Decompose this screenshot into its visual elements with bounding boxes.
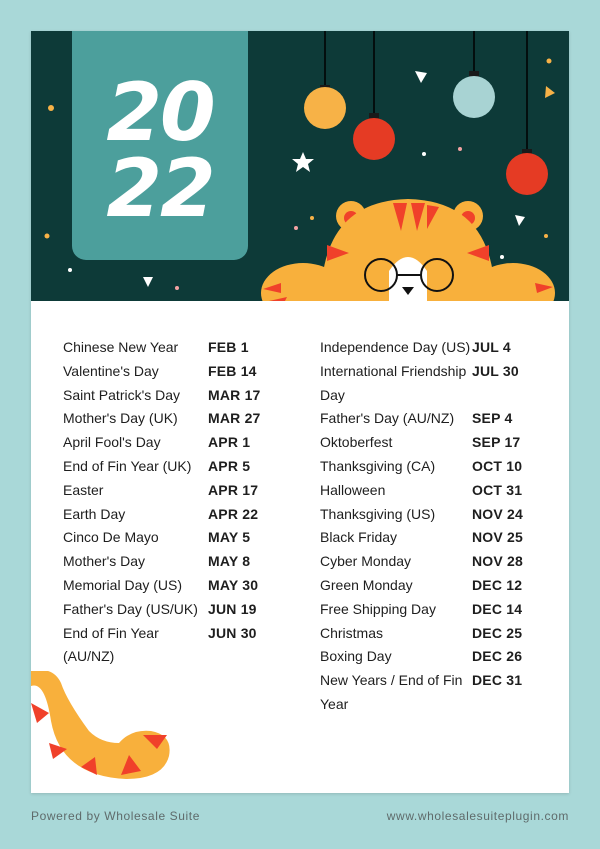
holiday-name: Father's Day (US/UK): [63, 600, 198, 617]
holiday-row: [320, 455, 523, 479]
holiday-row: [63, 598, 261, 622]
confetti-star: [292, 152, 314, 172]
confetti-triangle: [545, 86, 555, 98]
holiday-row: [320, 574, 523, 598]
holiday-list-right: [320, 336, 523, 717]
confetti-triangle: [143, 277, 153, 287]
holiday-name: Free Shipping Day: [320, 600, 436, 617]
footer-website: www.wholesalesuiteplugin.com: [386, 809, 569, 823]
confetti-dot: [422, 152, 426, 156]
holiday-row: [320, 360, 523, 408]
holiday-row: [63, 407, 261, 431]
hero-illustration: [31, 31, 569, 301]
holiday-name: April Fool's Day: [63, 434, 161, 451]
holiday-name: Oktoberfest: [320, 434, 393, 451]
holiday-row: [63, 622, 261, 670]
holiday-date: MAR 27: [208, 410, 261, 427]
holiday-row: [63, 360, 261, 384]
holiday-name: End of Fin Year (AU/NZ): [63, 624, 159, 665]
holiday-row: [63, 336, 261, 360]
holiday-name: Christmas: [320, 624, 384, 641]
holiday-row: [63, 431, 261, 455]
holiday-name: Halloween: [320, 481, 386, 498]
hero-graphics: [31, 31, 569, 301]
holiday-name: Cyber Monday: [320, 553, 412, 570]
holiday-row: [320, 479, 523, 503]
holiday-date: DEC 25: [472, 624, 523, 641]
ornament-red: [506, 153, 548, 195]
holiday-date: JUL 4: [472, 339, 511, 355]
holiday-name: Easter: [63, 481, 104, 498]
holiday-row: [320, 503, 523, 527]
holiday-row: [320, 645, 523, 669]
confetti-dot: [48, 105, 54, 111]
confetti-dot: [175, 286, 179, 290]
confetti-dot: [458, 147, 462, 151]
holiday-name: Saint Patrick's Day: [63, 386, 181, 403]
holiday-date: SEP 4: [472, 410, 513, 427]
holiday-name: New Years / End of Fin Year: [320, 672, 463, 712]
tiger-illustration: [261, 199, 555, 301]
holiday-row: [63, 574, 261, 598]
confetti-dot: [294, 226, 298, 230]
footer-credit: Powered by Wholesale Suite: [31, 809, 201, 823]
holiday-date: OCT 10: [472, 457, 523, 474]
holiday-row: [320, 526, 523, 550]
confetti-dot: [45, 234, 50, 239]
holiday-name: Boxing Day: [320, 648, 392, 665]
holiday-name: Father's Day (AU/NZ): [320, 410, 455, 427]
holiday-row: [320, 598, 523, 622]
holiday-row: [63, 503, 261, 527]
holiday-name: Green Monday: [320, 576, 413, 593]
holiday-name: End of Fin Year (UK): [63, 457, 192, 474]
holiday-row: [63, 526, 261, 550]
holiday-name: Valentine's Day: [63, 362, 159, 379]
holiday-name: Earth Day: [63, 505, 126, 522]
holiday-date: APR 22: [208, 505, 259, 522]
holiday-row: [320, 407, 523, 431]
holiday-row: [63, 479, 261, 503]
holiday-name: International Friendship Day: [320, 362, 467, 403]
holiday-row: [320, 431, 523, 455]
ornament-red: [353, 118, 395, 160]
holiday-name: Mother's Day (UK): [63, 410, 178, 427]
holiday-date: DEC 12: [472, 576, 523, 593]
holiday-name: Thanksgiving (CA): [320, 457, 436, 474]
holiday-date: NOV 25: [472, 529, 523, 546]
year-top: 20: [106, 66, 214, 159]
confetti-dot: [547, 59, 552, 64]
holiday-date: APR 1: [208, 434, 251, 451]
holiday-date: MAR 17: [208, 386, 261, 403]
holiday-date: JUN 19: [208, 600, 257, 617]
holiday-row: [63, 550, 261, 574]
confetti-dot: [310, 216, 314, 220]
holiday-date: DEC 26: [472, 648, 523, 665]
holiday-date: JUL 30: [472, 362, 519, 379]
holiday-name: Thanksgiving (US): [320, 505, 436, 522]
confetti-dot: [68, 268, 72, 272]
holiday-date: FEB 1: [208, 339, 249, 355]
confetti-triangle: [415, 71, 427, 83]
confetti-triangle: [515, 215, 525, 226]
holiday-date: FEB 14: [208, 362, 257, 379]
holiday-row: [63, 384, 261, 408]
holiday-date: MAY 30: [208, 576, 259, 593]
holiday-date: DEC 14: [472, 600, 523, 617]
tiger-tail: [31, 671, 181, 793]
holiday-row: [320, 336, 523, 360]
holiday-name: Memorial Day (US): [63, 576, 183, 593]
holiday-date: OCT 31: [472, 481, 523, 498]
holiday-date: NOV 24: [472, 505, 523, 522]
holiday-name: Mother's Day: [63, 553, 146, 570]
holiday-date: NOV 28: [472, 553, 523, 570]
poster-page: [31, 31, 569, 793]
holiday-row: [320, 669, 523, 717]
holiday-row: [63, 455, 261, 479]
holiday-name: Cinco De Mayo: [63, 529, 159, 546]
ornament-blue: [453, 76, 495, 118]
confetti-dot: [500, 255, 504, 259]
holiday-date: JUN 30: [208, 624, 257, 641]
holiday-list-left: [63, 336, 261, 669]
holiday-date: MAY 8: [208, 553, 251, 570]
ornament-orange: [304, 87, 346, 129]
holiday-date: MAY 5: [208, 529, 251, 546]
holiday-row: [320, 622, 523, 646]
confetti-dot: [544, 234, 548, 238]
holiday-name: Black Friday: [320, 529, 398, 546]
holiday-name: Chinese New Year: [63, 339, 179, 355]
holiday-date: APR 5: [208, 457, 251, 474]
year-bottom: 22: [106, 142, 214, 235]
holiday-row: [320, 550, 523, 574]
holiday-date: APR 17: [208, 481, 259, 498]
holiday-date: SEP 17: [472, 434, 521, 451]
holiday-name: Independence Day (US): [320, 339, 471, 355]
holiday-date: DEC 31: [472, 672, 523, 689]
